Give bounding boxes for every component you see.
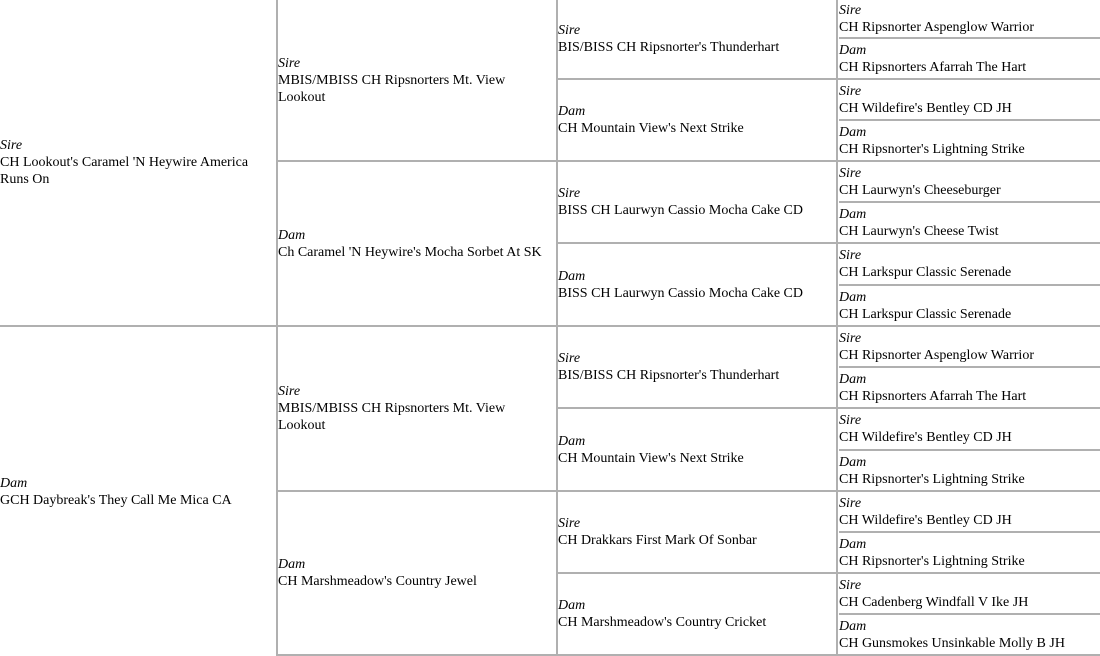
role-label: Dam [839, 124, 867, 140]
pedigree-cell [839, 244, 1100, 284]
dog-name: CH Drakkars First Mark Of Sonbar [558, 533, 757, 548]
pedigree-cell [558, 244, 836, 325]
role-label: Dam [558, 433, 586, 449]
pedigree-cell [839, 286, 1100, 325]
role-label: Sire [839, 495, 862, 511]
dog-name: CH Ripsnorter's Lightning Strike [839, 471, 1025, 487]
role-label: Dam [0, 475, 28, 491]
role-label: Dam [839, 289, 867, 305]
role-label: Dam [839, 42, 867, 58]
dog-name: CH Gunsmokes Unsinkable Molly B JH [839, 635, 1065, 651]
role-label: Dam [558, 598, 586, 613]
dog-name: CH Marshmeadow's Country Jewel [278, 574, 477, 589]
dog-name: CH Larkspur Classic Serenade [839, 265, 1012, 280]
dog-name: GCH Daybreak's They Call Me Mica CA [0, 492, 232, 508]
pedigree-cell [839, 39, 1100, 78]
dog-name: CH Ripsnorters Afarrah The Hart [839, 388, 1027, 404]
pedigree-cell [839, 80, 1100, 119]
pedigree-cell [558, 162, 836, 242]
dog-name: CH Ripsnorter's Lightning Strike [839, 141, 1025, 157]
dog-name: CH Mountain View's Next Strike [558, 450, 744, 466]
pedigree-cell [839, 203, 1100, 242]
pedigree-cell [839, 615, 1100, 654]
column-divider [836, 0, 838, 656]
pedigree-cell [558, 0, 836, 78]
role-label: Sire [839, 577, 862, 593]
role-label: Dam [278, 557, 306, 572]
role-label: Dam [558, 268, 586, 284]
dog-name: Ch Caramel 'N Heywire's Mocha Sorbet At SK [278, 244, 542, 260]
dog-name: CH Lookout's Caramel 'N Heywire America Runs On [0, 155, 249, 187]
role-label: Sire [839, 165, 862, 181]
dog-name: CH Laurwyn's Cheese Twist [839, 223, 999, 239]
dog-name: CH Wildefire's Bentley CD JH [839, 430, 1012, 445]
role-label: Dam [558, 104, 586, 119]
pedigree-cell [839, 121, 1100, 160]
role-label: Sire [558, 186, 581, 201]
pedigree-cell [839, 451, 1100, 490]
dog-name: BISS CH Laurwyn Cassio Mocha Cake CD [558, 285, 803, 301]
role-label: Sire [839, 2, 862, 18]
role-label: Dam [839, 536, 867, 552]
dog-name: MBIS/MBISS CH Ripsnorters Mt. View Lookout [278, 401, 506, 433]
pedigree-cell [558, 409, 836, 490]
pedigree-cell [278, 492, 554, 654]
role-label: Sire [558, 351, 581, 366]
dog-name: MBIS/MBISS CH Ripsnorters Mt. View Lookout [278, 72, 506, 105]
pedigree-dam-cell [0, 327, 276, 656]
role-label: Sire [839, 330, 862, 346]
dog-name: CH Ripsnorters Afarrah The Hart [839, 59, 1027, 75]
pedigree-cell [839, 533, 1100, 572]
role-label: Dam [839, 618, 867, 634]
pedigree-cell [558, 574, 836, 654]
pedigree-cell [839, 492, 1100, 531]
role-label: Dam [839, 371, 867, 387]
role-label: Sire [839, 83, 862, 99]
role-label: Sire [558, 23, 581, 38]
dog-name: CH Mountain View's Next Strike [558, 121, 744, 136]
dog-name: BIS/BISS CH Ripsnorter's Thunderhart [558, 40, 780, 55]
role-label: Sire [839, 413, 862, 428]
pedigree-cell [558, 492, 836, 572]
pedigree-cell [278, 0, 554, 160]
dog-name: CH Cadenberg Windfall V Ike JH [839, 594, 1029, 610]
pedigree-cell [558, 80, 836, 160]
pedigree-cell [558, 327, 836, 407]
dog-name: CH Marshmeadow's Country Cricket [558, 615, 767, 630]
dog-name: CH Laurwyn's Cheeseburger [839, 182, 1001, 198]
dog-name: CH Ripsnorter Aspenglow Warrior [839, 347, 1034, 363]
dog-name: CH Ripsnorter Aspenglow Warrior [839, 19, 1034, 35]
role-label: Sire [278, 384, 301, 399]
dog-name: CH Wildefire's Bentley CD JH [839, 512, 1012, 528]
role-label: Sire [839, 248, 862, 263]
pedigree-cell [839, 368, 1100, 407]
pedigree-cell [839, 327, 1100, 366]
role-label: Sire [278, 55, 301, 71]
dog-name: CH Wildefire's Bentley CD JH [839, 100, 1012, 116]
dog-name: BISS CH Laurwyn Cassio Mocha Cake CD [558, 203, 803, 218]
pedigree-cell [839, 0, 1100, 37]
pedigree-cell [839, 574, 1100, 613]
pedigree-sire-cell [0, 0, 276, 325]
role-label: Dam [278, 227, 306, 243]
role-label: Sire [558, 516, 581, 531]
role-label: Sire [0, 138, 23, 153]
dog-name: CH Larkspur Classic Serenade [839, 306, 1012, 322]
pedigree-cell [278, 162, 554, 325]
dog-name: BIS/BISS CH Ripsnorter's Thunderhart [558, 368, 780, 383]
pedigree-cell [278, 327, 554, 490]
role-label: Dam [839, 206, 867, 222]
pedigree-cell [839, 162, 1100, 201]
dog-name: CH Ripsnorter's Lightning Strike [839, 553, 1025, 569]
pedigree-cell [839, 409, 1100, 449]
role-label: Dam [839, 454, 867, 470]
